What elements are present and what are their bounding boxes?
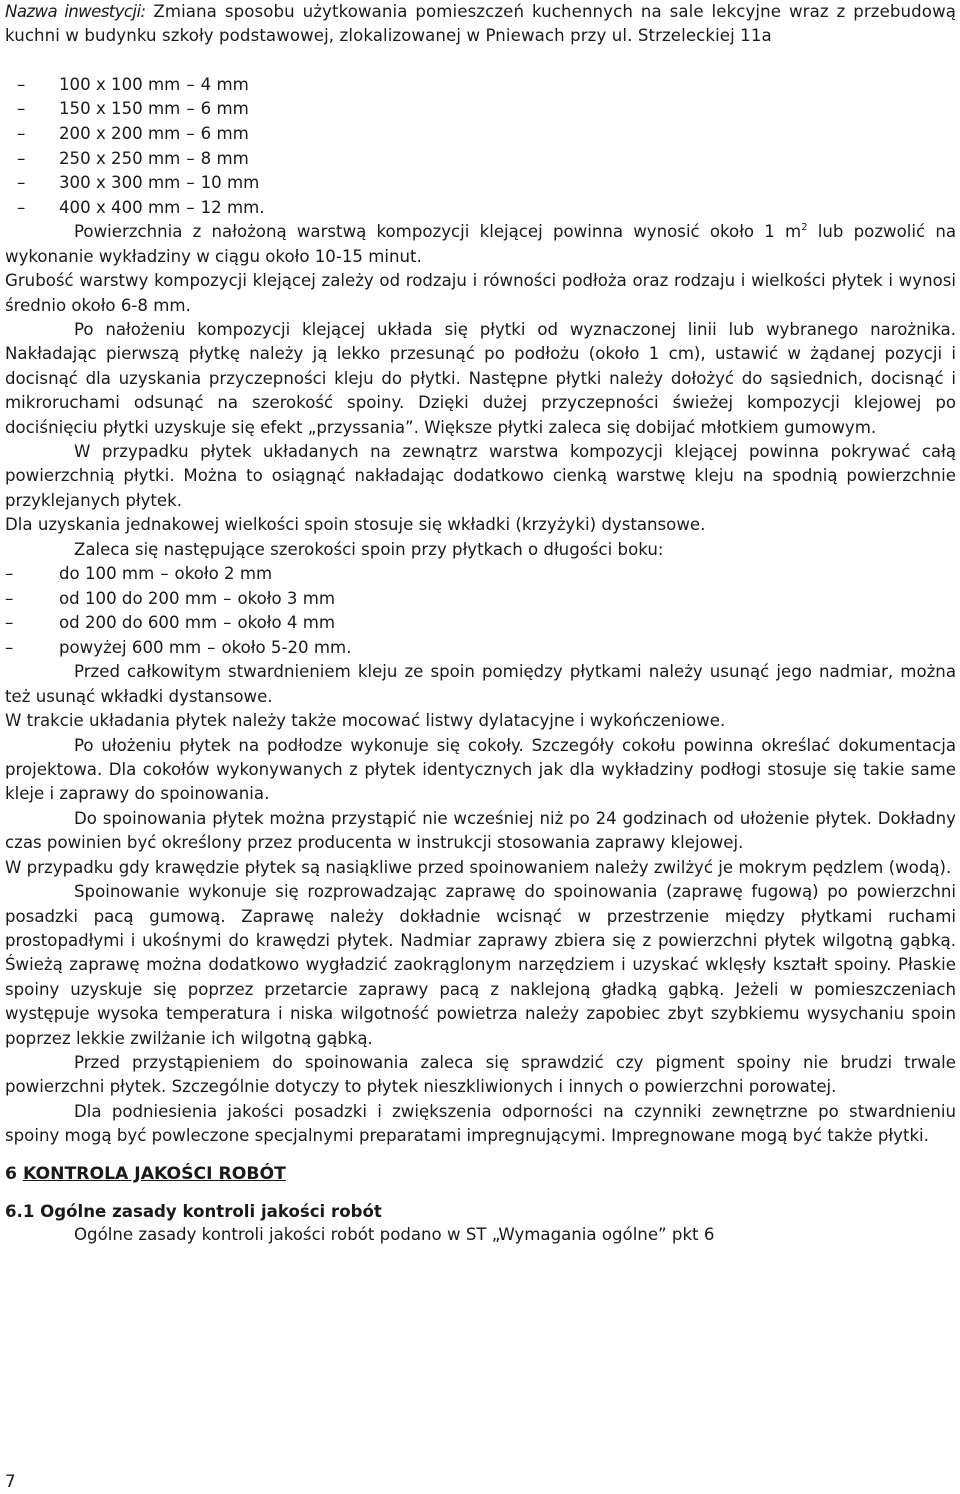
investment-header bbox=[5, 0, 956, 49]
joint-width-item: – od 100 do 200 mm – około 3 mm bbox=[5, 588, 336, 608]
surface-paragraph: Powierzchnia z nałożoną warstwą kompozycji klejącej powinna wynosić około 1 $m^2$ lub pozwolić na wykonanie wykładziny w ciągu około 10-15 minut. bbox=[5, 222, 956, 266]
paragraph: Do spoinowania płytek można przystąpić nie wcześniej niż po 24 godzinach od ułożenie płytek. Dokładny czas powinien być określony przez producenta w instrukcji stosowania zaprawy klejowej. bbox=[5, 808, 956, 853]
tile-size-item: – 150 x 150 mm – 6 mm bbox=[17, 99, 249, 119]
paragraph: Grubość warstwy kompozycji klejącej zależy od rodzaju i równości podłoża oraz rodzaju i wielkości płytek i wynosi średnio około 6-8 mm. bbox=[5, 271, 956, 315]
paragraph: Zaleca się następujące szerokości spoin przy płytkach o długości boku: bbox=[74, 539, 664, 559]
subsection-heading: 6.1 Ogólne zasady kontroli jakości robót bbox=[5, 1201, 382, 1221]
tile-size-item: – 100 x 100 mm – 4 mm bbox=[17, 74, 249, 94]
paragraph: W przypadku płytek układanych na zewnątrz warstwa kompozycji klejącej powinna pokrywać całą powierzchnią płytki. Można to osiągnąć nakładając dodatkowo cienką warstwę kleju na spodnią powierzchnie przyklejanych płytek. bbox=[5, 442, 956, 510]
paragraph: Przed przystąpieniem do spoinowania zaleca się sprawdzić czy pigment spoiny nie brudzi trwale powierzchni płytek. Szczególnie dotyczy to płytek nieszkliwionych i innych o powierzchni porowatej. bbox=[5, 1052, 956, 1097]
paragraph: Po ułożeniu płytek na podłodze wykonuje się cokoły. Szczegóły cokołu powinna określać dokumentacja projektowa. Dla cokołów wykonywanych z płytek identycznych jak dla wykładziny podłogi stosuje się takie same kleje i zaprawy do spoinowania. bbox=[5, 735, 956, 804]
joint-width-item: – powyżej 600 mm – około 5-20 mm. bbox=[5, 637, 352, 657]
investment-label: Nazwa inwestycji: bbox=[5, 2, 146, 21]
subsection-text: Ogólne zasady kontroli jakości robót podano w ST „Wymagania ogólne” pkt 6 bbox=[74, 1224, 715, 1244]
joint-width-item: – do 100 mm – około 2 mm bbox=[5, 564, 273, 584]
joint-width-item: – od 200 do 600 mm – około 4 mm bbox=[5, 613, 336, 633]
paragraph: Dla uzyskania jednakowej wielkości spoin stosuje się wkładki (krzyżyki) dystansowe. bbox=[5, 515, 706, 535]
joint-width-list bbox=[5, 562, 956, 660]
paragraph: W trakcie układania płytek należy także mocować listwy dylatacyjne i wykończeniowe. bbox=[5, 711, 726, 731]
page-number: 7 bbox=[5, 1472, 16, 1491]
paragraph: W przypadku gdy krawędzie płytek są nasiąkliwe przed spoinowaniem należy zwilżyć je mokrym pędzlem (wodą). bbox=[5, 857, 952, 877]
paragraph: Po nałożeniu kompozycji klejącej układa się płytki od wyznaczonej linii lub wybranego narożnika. Nakładając pierwszą płytkę należy ją lekko przesunąć po podłożu (około 1 cm), ustawić w żądanej pozycji i docisnąć dla uzyskania przyczepności kleju do płytki. Następne płytki należy dołożyć do sąsiednich, docisnąć i mikroruchami odsunąć na szerokość spoiny. Dzięki dużej przyczepności świeżej kompozycji klejowej po dociśnięciu płytki uzyskuje się efekt „przyssania”. Większe płytki zaleca się dobijać młotkiem gumowym. bbox=[5, 320, 956, 437]
paragraph: Przed całkowitym stwardnieniem kleju ze spoin pomiędzy płytkami należy usunąć jego nadmiar, można też usunąć wkładki dystansowe. bbox=[5, 662, 956, 706]
investment-name: Zmiana sposobu użytkowania pomieszczeń kuchennych na sale lekcyjne wraz z przebudową kuchni w budynku szkoły podstawowej, zlokalizowanej w Pniewach przy ul. Strzeleckiej 11a bbox=[5, 2, 957, 46]
tile-size-item: – 300 x 300 mm – 10 mm bbox=[17, 173, 260, 193]
tile-size-item: – 200 x 200 mm – 6 mm bbox=[17, 124, 249, 143]
paragraph: Dla podniesienia jakości posadzki i zwiększenia odporności na czynniki zewnętrzne po stwardnieniu spoiny mogą być powleczone specjalnymi preparatami impregnującymi. Impregnowane mogą być także płytki. bbox=[5, 1101, 956, 1146]
document-page bbox=[5, 0, 956, 1247]
tile-size-list bbox=[5, 73, 956, 221]
paragraph: Spoinowanie wykonuje się rozprowadzając zaprawę do spoinowania (zaprawę fugową) po powierzchni posadzki pacą gumową. Zaprawę należy dokładnie wcisnąć w przestrzenie między płytkami ruchami prostopadłymi i ukośnymi do krawędzi płytek. Nadmiar zaprawy zbiera się z powierzchni płytek wilgotną gąbką. Świeżą zaprawę można dodatkowo wygładzić zaokrąglonym narzędziem i uzyskać wklęsły kształt spoiny. Płaskie spoiny uzyskuje się poprzez przetarcie zaprawy pacą z naklejoną gładką gąbką. Jeżeli w pomieszczeniach występuje wysoka temperatura i niska wilgotność powietrza należy zapobiec zbyt szybkiemu wysychaniu spoin poprzez lekkie zwilżanie ich wilgotną gąbką. bbox=[5, 882, 956, 1048]
tile-size-item: – 250 x 250 mm – 8 mm bbox=[17, 148, 249, 168]
section-heading: 6 KONTROLA JAKOŚCI ROBÓT bbox=[5, 1163, 286, 1184]
tile-size-item: – 400 x 400 mm – 12 mm. bbox=[17, 197, 265, 217]
